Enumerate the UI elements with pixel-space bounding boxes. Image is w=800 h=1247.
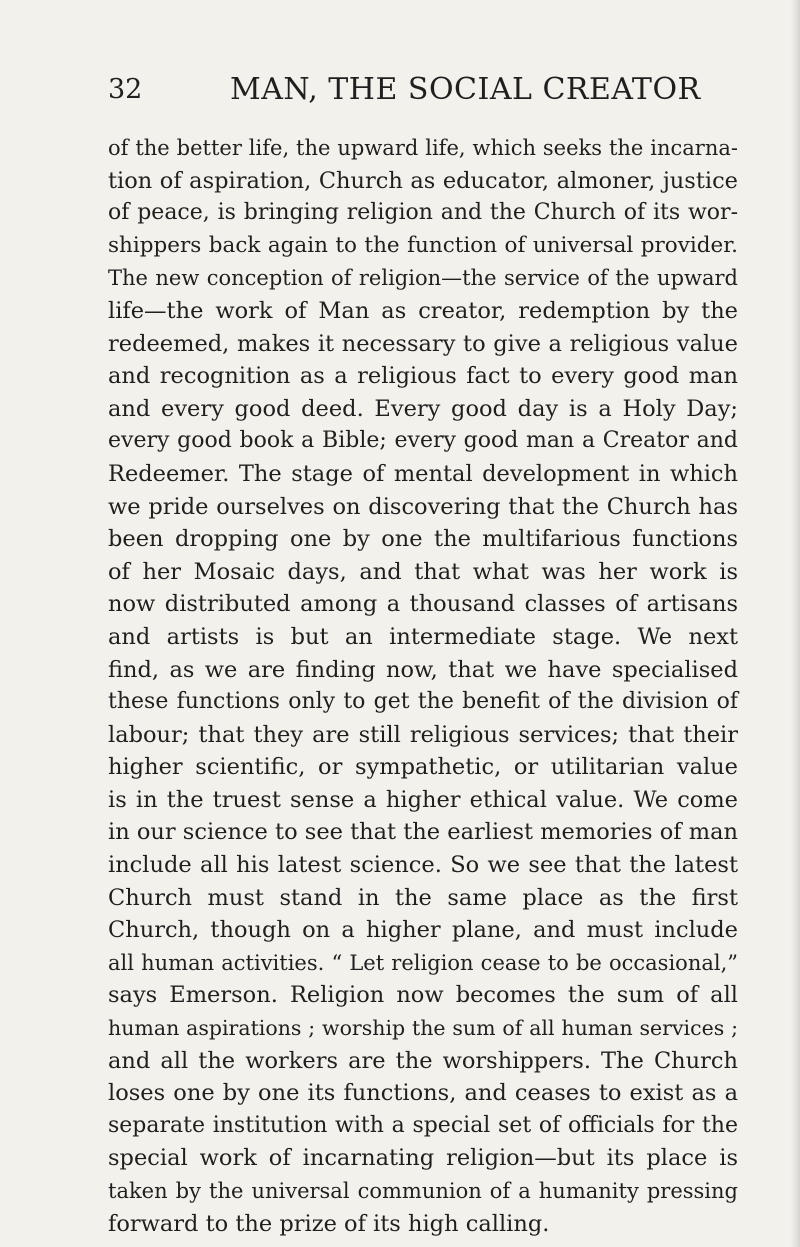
text-line: higher scientific, or sympathetic, or utilitarian value: [108, 754, 738, 781]
text-line: and artists is but an intermediate stage. We next: [108, 623, 738, 650]
text-line: special work of incarnating religion—but its place is: [108, 1145, 738, 1172]
text-line: now distributed among a thousand classes of artisans: [108, 591, 738, 618]
text-line: and recognition as a religious fact to every good man: [108, 363, 738, 390]
text-line: find, as we are finding now, that we have specialised: [108, 656, 738, 683]
text-line: and all the workers are the worshippers. The Church: [108, 1047, 738, 1074]
text-line: tion of aspiration, Church as educator, almoner, justice: [108, 167, 738, 194]
text-line: separate institution with a special set of officials for the: [108, 1112, 738, 1138]
body-text: [108, 132, 738, 1240]
text-line: loses one by one its functions, and ceases to exist as a: [108, 1080, 738, 1107]
text-line: is in the truest sense a higher ethical value. We come: [108, 786, 738, 813]
text-line: redeemed, makes it necessary to give a religious value: [108, 330, 738, 357]
text-line: human aspirations ; worship the sum of all human services ;: [108, 1016, 738, 1041]
text-line: include all his latest science. So we see that the latest: [108, 852, 738, 879]
text-line: every good book a Bible; every good man a Creator and: [108, 428, 738, 454]
page-header: [108, 72, 738, 112]
text-line: all human activities. “ Let religion cease to be occasional,”: [108, 950, 738, 975]
text-line: of peace, is bringing religion and the Church of its wor-: [108, 200, 738, 226]
text-line: these functions only to get the benefit of the division of: [108, 689, 738, 715]
text-line: labour; that they are still religious services; that their: [108, 721, 738, 748]
text-line: life—the work of Man as creator, redemption by the: [108, 297, 738, 324]
text-line: and every good deed. Every good day is a Holy Day;: [108, 395, 738, 422]
text-line: been dropping one by one the multifarious functions: [108, 526, 738, 553]
text-line-last: forward to the prize of its high calling.: [108, 1210, 550, 1237]
page-number: 32: [108, 74, 143, 105]
text-line: says Emerson. Religion now becomes the sum of all: [108, 982, 738, 1009]
text-line: of her Mosaic days, and that what was her work is: [108, 558, 738, 585]
text-line: Church must stand in the same place as the first: [108, 884, 738, 911]
text-line: shippers back again to the function of universal provider.: [108, 232, 738, 258]
text-line: The new conception of religion—the service of the upward: [108, 266, 738, 291]
running-title: MAN, THE SOCIAL CREATOR: [230, 72, 701, 107]
text-line: of the better life, the upward life, which seeks the incarna-: [108, 136, 738, 160]
text-line: Church, though on a higher plane, and must include: [108, 917, 738, 944]
text-line: in our science to see that the earliest memories of man: [108, 819, 738, 846]
text-line: taken by the universal communion of a humanity pressing: [108, 1179, 738, 1203]
page-edge-shadow: [790, 0, 800, 1247]
text-line: we pride ourselves on discovering that the Church has: [108, 493, 738, 520]
text-line: Redeemer. The stage of mental development in which: [108, 460, 738, 487]
